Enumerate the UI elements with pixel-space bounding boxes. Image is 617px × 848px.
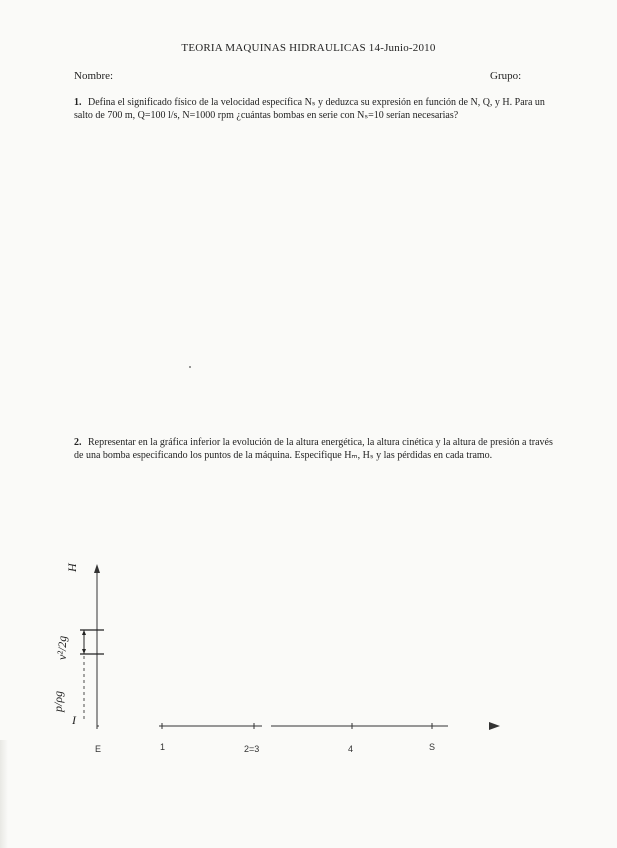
y-axis-label: H	[65, 563, 79, 572]
point-label-S: S	[429, 742, 436, 752]
bracket-arrow-bottom	[82, 649, 86, 654]
point-label-4: 4	[348, 744, 354, 754]
pump-energy-diagram	[0, 540, 617, 770]
nombre-label: Nombre:	[74, 70, 114, 82]
y-axis-arrow	[94, 564, 100, 573]
exam-title: TEORIA MAQUINAS HIDRAULICAS 14-Junio-2010	[181, 42, 436, 54]
question-1-text: Defina el significado físico de la velocidad específica Nₛ y deduzca su expresión en función de N, Q, y H. Para un salto de 700 m, Q=100 l/s, N=1000 rpm ¿cuántas bombas en serie con Nₛ=10 serían necesarias?	[74, 97, 545, 121]
question-2-number: 2.	[74, 437, 82, 448]
x-axis-arrow	[489, 722, 500, 730]
grupo-label: Grupo:	[490, 70, 522, 82]
scan-speck	[189, 366, 191, 368]
question-1	[74, 96, 554, 122]
point-label-1: 1	[160, 742, 166, 752]
point-label-E: E	[95, 744, 102, 754]
pressure-head-label: p/ρg	[51, 690, 65, 712]
question-1-number: 1.	[74, 97, 82, 108]
datum-mark: I	[72, 713, 76, 727]
point-label-2-3: 2=3	[244, 744, 260, 754]
bracket-arrow-top	[82, 630, 86, 635]
velocity-head-label: v²/2g	[55, 635, 69, 660]
question-2-text: Representar en la gráfica inferior la evolución de la altura energética, la altura cinética y la altura de presión a través de una bomba especificando los puntos de la máquina. Especifique Hₘ, Hₛ y las pérdidas en cada tramo.	[74, 437, 553, 461]
question-2	[74, 436, 562, 462]
scan-edge-shadow	[0, 740, 8, 848]
